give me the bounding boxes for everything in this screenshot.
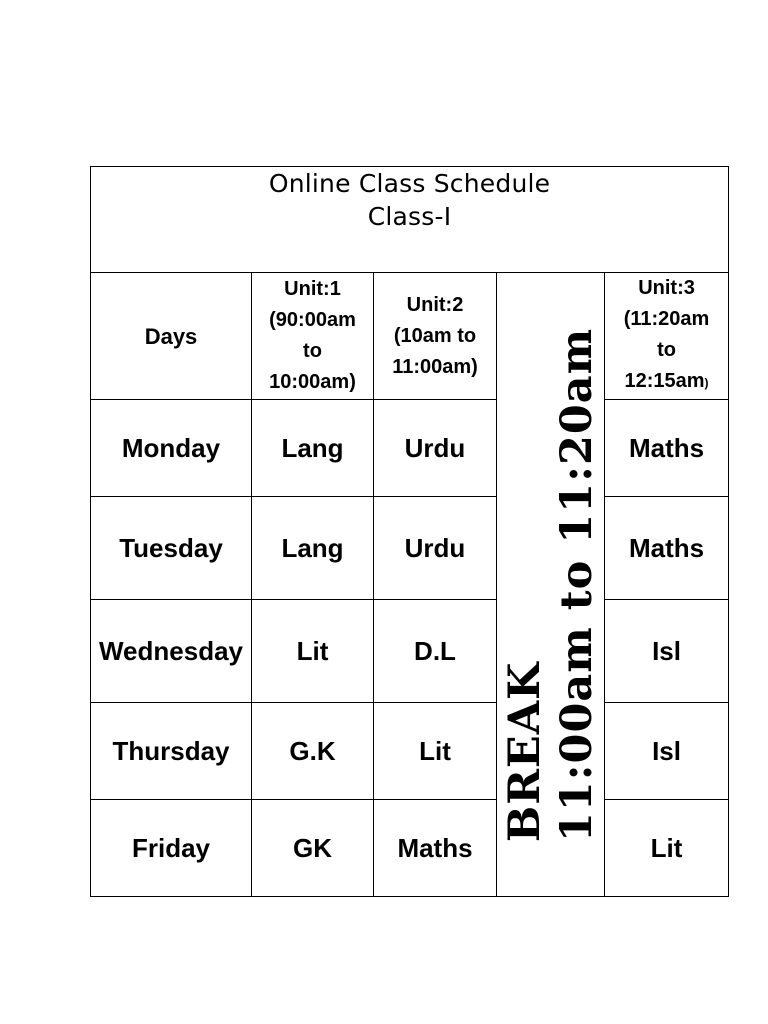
day-cell: Tuesday [91, 497, 252, 600]
day-cell: Thursday [91, 703, 252, 800]
unit3-header-time: 12:15am [624, 370, 705, 392]
class-schedule-table [90, 166, 729, 897]
unit2-header [374, 273, 497, 400]
unit1-header-line: (90:00am [269, 309, 356, 331]
break-time: 11:00am to 11:20am [551, 327, 602, 842]
unit2-header-line: (10am to [393, 324, 477, 347]
unit2-header-line: 11:00am) [392, 355, 478, 378]
title-row [91, 167, 729, 273]
unit1-header-line: 10:00am) [269, 371, 356, 393]
day-cell: Friday [91, 800, 252, 897]
unit2-header-line: Unit:2 [406, 293, 464, 316]
unit3-header [605, 273, 729, 400]
unit1-header-line: Unit:1 [284, 278, 341, 300]
schedule-title-line2: Class-I [367, 202, 452, 231]
unit2-cell: Urdu [374, 400, 497, 497]
unit3-header-paren: ) [704, 376, 709, 390]
unit3-header-line: (11:20am [623, 308, 710, 330]
unit3-cell: Lit [605, 800, 729, 897]
unit1-cell: Lang [252, 497, 374, 600]
day-cell: Wednesday [91, 600, 252, 703]
unit2-cell: D.L [374, 600, 497, 703]
unit3-header-line: Unit:3 [638, 277, 695, 299]
unit3-cell: Maths [605, 497, 729, 600]
break-label: BREAK [499, 661, 550, 842]
schedule-title [91, 167, 729, 273]
unit3-cell: Isl [605, 703, 729, 800]
table-row [91, 800, 729, 897]
header-row [91, 273, 729, 400]
unit1-cell: Lit [252, 600, 374, 703]
schedule-title-line1: Online Class Schedule [268, 169, 551, 198]
table-row [91, 600, 729, 703]
unit1-cell: Lang [252, 400, 374, 497]
unit1-cell: G.K [252, 703, 374, 800]
unit2-cell: Maths [374, 800, 497, 897]
table-row [91, 497, 729, 600]
unit3-cell: Maths [605, 400, 729, 497]
unit3-cell: Isl [605, 600, 729, 703]
unit1-header [252, 273, 374, 400]
unit2-cell: Urdu [374, 497, 497, 600]
unit2-cell: Lit [374, 703, 497, 800]
days-header: Days [91, 273, 252, 400]
day-cell: Monday [91, 400, 252, 497]
table-row [91, 400, 729, 497]
unit3-header-line: to [657, 339, 676, 361]
unit1-cell: GK [252, 800, 374, 897]
unit1-header-line: to [303, 340, 322, 362]
break-text [499, 327, 603, 841]
break-cell [497, 273, 605, 897]
table-row [91, 703, 729, 800]
unit3-header-line [605, 366, 728, 399]
